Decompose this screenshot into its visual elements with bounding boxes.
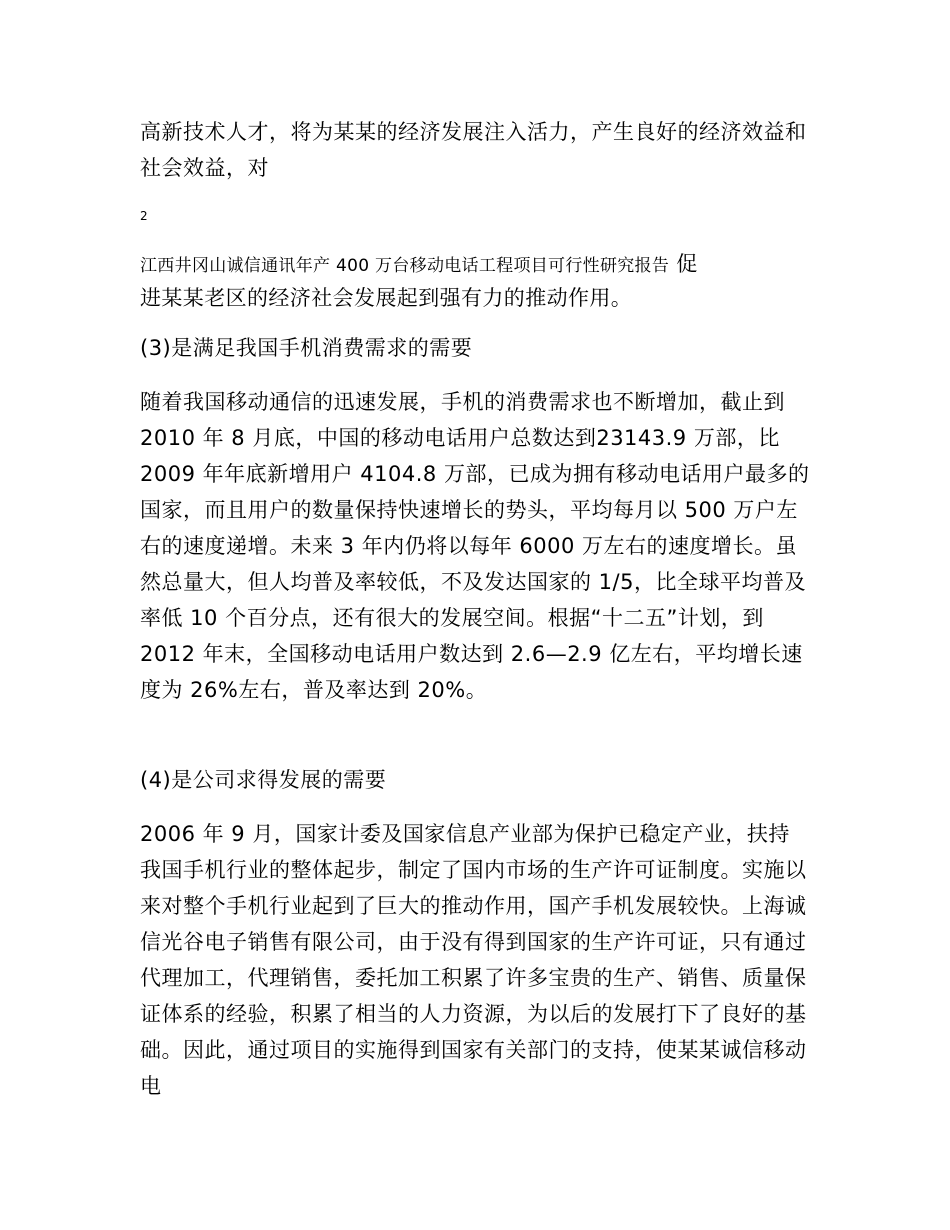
paragraph-4: 2006 年 9 月，国家计委及国家信息产业部为保护已稳定产业，扶持我国手机行业的整体起步，制定了国内市场的生产许可证制度。实施以来对整个手机行业起到了巨大的推动作用，国产手机发展较快。上海诚信光谷电子销售有限公司，由于没有得到国家的生产许可证，只有通过代理加工，代理销售，委托加工积累了许多宝贵的生产、销售、质量保证体系的经验，积累了相当的人力资源，为以后的发展打下了良好的基础。因此，通过项目的实施得到国家有关部门的支持，使某某诚信移动电 (140, 822, 807, 1098)
section-heading-3: (3)是满足我国手机消费需求的需要 (140, 336, 473, 360)
section-heading-4: (4)是公司求得发展的需要 (140, 768, 387, 792)
running-header: 江西井冈山诚信通讯年产 400 万台移动电话工程项目可行性研究报告 (140, 256, 670, 276)
paragraph-3: 随着我国移动通信的迅速发展，手机的消费需求也不断增加，截止到 2010 年 8 月底，中国的移动电话用户总数达到23143.9 万部，比 2009 年年底新增用户 4104.8 万部，已成为拥有移动电话用户最多的国家，而且用户的数量保持快速增长的势头，平均每月以 500 万户左右的速度递增。未来 3 年内仍将以每年 6000 万左右的速度增长。虽然总量大，但人均普及率较低，不及发达国家的 1/5，比全球平均普及率低 10 个百分点，还有很大的发展空间。根据“十二五”计划，到2012 年末，全国移动电话用户数达到 2.6—2.9 亿左右，平均增长速度为 26%左右，普及率达到 20%。 (140, 390, 810, 702)
running-header-line (140, 248, 820, 314)
continuation-line: 进某某老区的经济社会发展起到强有力的推动作用。 (140, 286, 633, 310)
page-number: 2 (140, 209, 148, 223)
continuation-inline: 促 (669, 252, 698, 276)
top-paragraph: 高新技术人才，将为某某的经济发展注入活力，产生良好的经济效益和社会效益，对 (140, 120, 807, 180)
